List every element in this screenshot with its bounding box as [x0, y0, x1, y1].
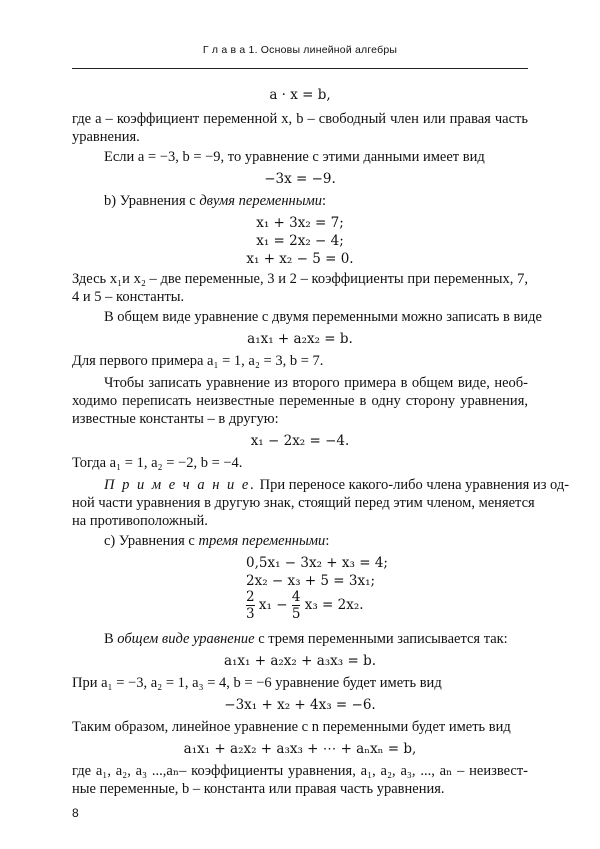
- text-line: ходимо переписать неизвестные переменные в одну сторону уравнения,: [72, 393, 528, 409]
- fraction: [292, 589, 301, 622]
- equation-general-three-var: a₁x₁ + a₂x₂ + a₃x₃ = b.: [223, 653, 377, 669]
- text-line: уравнения.: [72, 129, 140, 145]
- text-line: Тогда a₁ = 1, a₂ = −2, b = −4.: [72, 455, 243, 471]
- text-part: с тремя переменными записывается так:: [254, 631, 508, 647]
- equation-example-one-var: −3x = −9.: [264, 171, 336, 187]
- numerator: 2: [246, 589, 255, 605]
- text-line: В общем виде уравнение с двумя переменными можно записать в виде: [104, 309, 542, 325]
- section-c-label: c) Уравнения с: [104, 533, 199, 549]
- section-c-colon: :: [325, 533, 330, 549]
- equation: 0,5x₁ − 3x₂ + x₃ = 4;: [246, 555, 388, 571]
- section-b-colon: :: [322, 193, 327, 209]
- equation-general-one-var: a · x = b,: [269, 87, 331, 103]
- equation-part: x₃ = 2x₂.: [304, 597, 364, 613]
- text-part: В: [104, 631, 118, 647]
- note-line: [104, 476, 570, 494]
- text-emphasis: общем виде уравнение: [117, 631, 255, 647]
- text-line: известные константы – в другую:: [72, 411, 279, 427]
- page-number: 8: [72, 806, 79, 820]
- text-line: 4 и 5 – константы.: [72, 289, 185, 305]
- text-line: где a₁, a₂, a₃ ...,aₙ– коэффициенты уравнения, a₁, a₂, a₃, ..., aₙ – неизвест-: [72, 763, 528, 779]
- section-b-heading: [104, 192, 528, 210]
- text-line: Здесь x₁и x₂ – две переменные, 3 и 2 – коэффициенты при переменных, 7,: [72, 271, 528, 287]
- equation-general-n-var: a₁x₁ + a₂x₂ + a₃x₃ + ⋯ + aₙxₙ = b,: [183, 741, 417, 757]
- equation: x₁ + 3x₂ = 7;: [256, 215, 344, 231]
- equation: x₁ + x₂ − 5 = 0.: [246, 251, 354, 267]
- running-header: Г л а в а 1. Основы линейной алгебры: [202, 44, 398, 56]
- text-line: При a₁ = −3, a₂ = 1, a₃ = 4, b = −6 уравнение будет иметь вид: [72, 675, 442, 691]
- equation: x₁ − 2x₂ = −4.: [250, 433, 350, 449]
- equation: 2x₂ − x₃ + 5 = 3x₁;: [246, 573, 376, 589]
- denominator: 3: [246, 606, 255, 622]
- equation-part: x₁ −: [258, 597, 288, 613]
- text-line: Таким образом, линейное уравнение с n переменными будет иметь вид: [72, 719, 511, 735]
- section-b-emphasis: двумя переменными: [199, 193, 323, 209]
- note-text: При переносе какого-либо члена уравнения из од-: [255, 477, 570, 493]
- text-line: [104, 630, 528, 648]
- header-rule: [72, 68, 528, 69]
- equation-general-two-var: a₁x₁ + a₂x₂ = b.: [247, 331, 353, 347]
- note-label: П р и м е ч а н и е.: [104, 477, 256, 493]
- text-line: на противоположный.: [72, 513, 208, 529]
- denominator: 5: [291, 606, 301, 622]
- equation: −3x₁ + x₂ + 4x₃ = −6.: [224, 697, 376, 713]
- numerator: 4: [291, 589, 301, 605]
- text-line: Если a = −3, b = −9, то уравнение с этими данными имеет вид: [104, 149, 485, 165]
- text-line: ные переменные, b – константа или правая часть уравнения.: [72, 781, 445, 797]
- section-b-label: b) Уравнения с: [104, 193, 200, 209]
- section-c-heading: [104, 532, 528, 550]
- text-line: где a – коэффициент переменной x, b – свободный член или правая часть: [72, 111, 528, 127]
- text-line: Чтобы записать уравнение из второго примера в общем виде, необ-: [104, 375, 528, 391]
- equation-fractions: [246, 588, 506, 622]
- section-c-emphasis: тремя переменными: [198, 533, 326, 549]
- equation: x₁ = 2x₂ − 4;: [256, 233, 344, 249]
- text-line: ной части уравнения в другую знак, стоящий перед этим членом, меняется: [72, 495, 535, 511]
- fraction: [246, 589, 255, 622]
- text-line: Для первого примера a₁ = 1, a₂ = 3, b = 7.: [72, 353, 324, 369]
